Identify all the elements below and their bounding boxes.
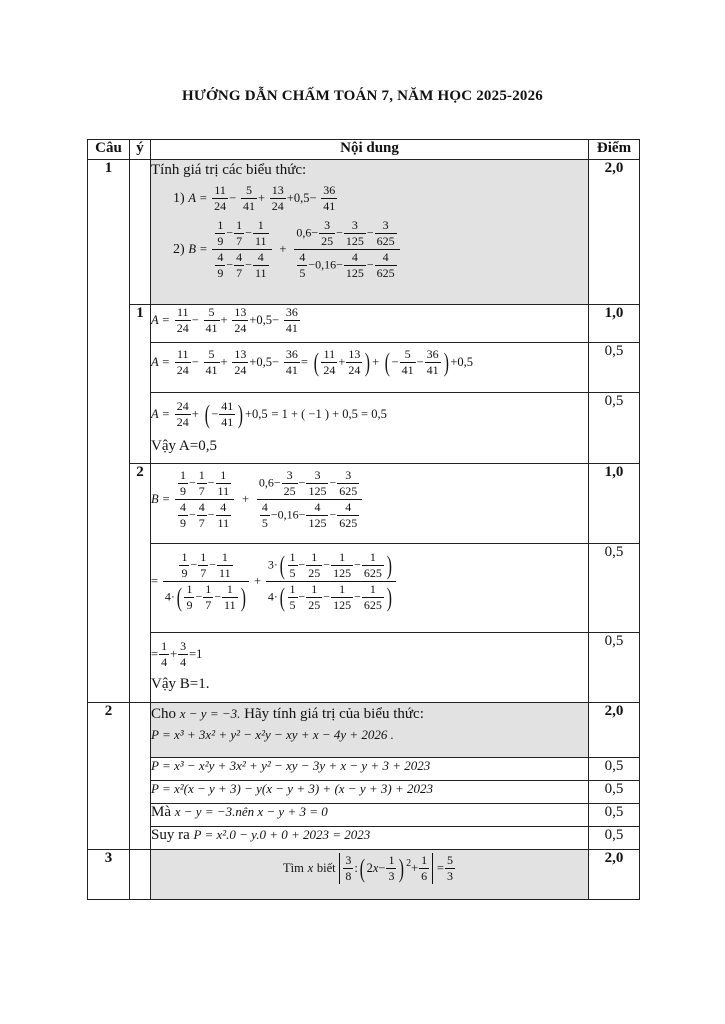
q1-y2-step2-score: 0,5 [589, 633, 640, 703]
grading-table [87, 139, 640, 900]
q1-prompt-row [88, 160, 640, 305]
q1-y2-label: 2 [130, 464, 151, 703]
q1-y1-step2-score: 0,5 [589, 393, 640, 464]
q1-y2-score: 1,0 [589, 464, 640, 544]
q1-y1-step1-score: 0,5 [589, 343, 640, 393]
q1-y1-step2-result: = 1 + ( −1 ) + 0,5 = 0,5 [271, 407, 387, 421]
q2-row-1: P = x³ − x²y + 3x² + y² − xy − 3y + x − y + 3 + 2023 0,5 [88, 758, 640, 781]
q1-y2-step1-score: 0,5 [589, 544, 640, 633]
page-title: HƯỚNG DẪN CHẤM TOÁN 7, NĂM HỌC 2025-2026 [181, 88, 544, 104]
header-diem: Điểm [589, 140, 640, 160]
q2-prompt-row [88, 703, 640, 758]
header-y: ý [130, 140, 151, 160]
q1-part2: 2) B = $\frac{1}{9}$ − $\frac{1}{7}$ − $\frac{1}{11}$ $\frac{4}{9}$ − $\frac{4}{7}$ − $\frac{4}{11}$ + 0,6− $\frac{3}{25}$ − $\frac{3}{125}$ − $\frac{3}{625}$ $\frac{4}{5}$ −0,16− $\frac{4}{125}$ − $\frac{4}{625}$ [173, 218, 588, 281]
q2-row-3: Mà x − y = −3.nên x − y + 3 = 0 0,5 [88, 804, 640, 827]
q2-expression: P = x³ + 3x² + y² − x²y − xy + x − 4y + 2026 . [151, 727, 394, 742]
q1-y1-step1: A = $\frac{11}{24}$ − $\frac{5}{41}$ + $\frac{13}{24}$ +0,5− $\frac{36}{41}$ = ( $\frac{11}{24}$ + $\frac{13}{24}$ ) + ( − $\frac{5}{41}$ − $\frac{36}{41}$ ) +0,5 0,5 [88, 343, 640, 393]
q1-y2-row [88, 464, 640, 544]
q1-part1: 1) A = $\frac{11}{24}$ − $\frac{5}{41}$ + $\frac{13}{24}$ +0,5− $\frac{36}{41}$ [173, 183, 336, 213]
q1-y1-expr: A = $\frac{11}{24}$ − $\frac{5}{41}$ + $\frac{13}{24}$ +0,5− $\frac{36}{41}$ [151, 305, 589, 343]
q1-y2-step2: = $\frac{1}{4}$ + $\frac{3}{4}$ =1 Vậy B=1. 0,5 [88, 633, 640, 703]
q1-y1-label: 1 [130, 305, 151, 464]
q1-y2-expr: B = $\frac{1}{9}$ − $\frac{1}{7}$ − $\frac{1}{11}$ $\frac{4}{9}$ − $\frac{4}{7}$ − $\frac{4}{11}$ + 0,6− $\frac{3}{25}$ − $\frac{3}{125}$ − $\frac{3}{625}$ $\frac{4}{5}$ −0,16− $\frac{4}{125}$ − $\frac{4}{625}$ [151, 464, 589, 544]
header-noi-dung: Nội dung [151, 140, 589, 160]
q1-y1-step2: A = $\frac{24}{24}$ + ( − $\frac{41}{41}$ ) +0,5 = 1 + ( −1 ) + 0,5 = 0,5 Vậy A=0,5 0,5 [88, 393, 640, 464]
q1-y2-conclusion: Vậy B=1. [151, 676, 210, 692]
q1-score: 2,0 [589, 160, 640, 305]
q1-y1-row [88, 305, 640, 343]
q1-prompt [151, 160, 589, 305]
q2-score: 2,0 [589, 703, 640, 758]
table-header-row [88, 140, 640, 160]
q1-y1-conclusion: Vậy A=0,5 [151, 438, 217, 454]
q2-prompt: Cho x − y = −3. Hãy tính giá trị của biểu thức: P = x³ + 3x² + y² − x²y − xy + x − 4y + 2026 . [151, 703, 589, 758]
q1-y2-step1: = $\frac{1}{9}$ − $\frac{1}{7}$ − $\frac{1}{11}$ 4·( $\frac{1}{9}$ − $\frac{1}{7}$ − $\frac{1}{11}$ ) + 3·( $\frac{1}{5}$ − $\frac{1}{25}$ − $\frac{1}{125}$ − $\frac{1}{625}$ ) 4·( $\frac{1}{5}$ − $\frac{1}{25}$ − $\frac{1}{125}$ − $\frac{1}{625}$ ) 0,5 [88, 544, 640, 633]
q1-intro: Tính giá trị các biểu thức: [151, 162, 307, 178]
q2-number: 2 [88, 703, 130, 850]
q3-prompt: Tìm x biết $\frac{3}{8}$ :( 2x− $\frac{1}{3}$ ) $^2$+ $\frac{1}{6}$ = $\frac{5}{3}$ [151, 850, 589, 900]
header-cau: Câu [88, 140, 130, 160]
q1-y1-score: 1,0 [589, 305, 640, 343]
q1-number: 1 [88, 160, 130, 703]
q2-row-2: P = x²(x − y + 3) − y(x − y + 3) + (x − y + 3) + 2023 0,5 [88, 781, 640, 804]
q3-number: 3 [88, 850, 130, 900]
q3-prompt-row [88, 850, 640, 900]
q3-score: 2,0 [589, 850, 640, 900]
q2-row-4: Suy ra P = x².0 − y.0 + 0 + 2023 = 2023 0,5 [88, 827, 640, 850]
